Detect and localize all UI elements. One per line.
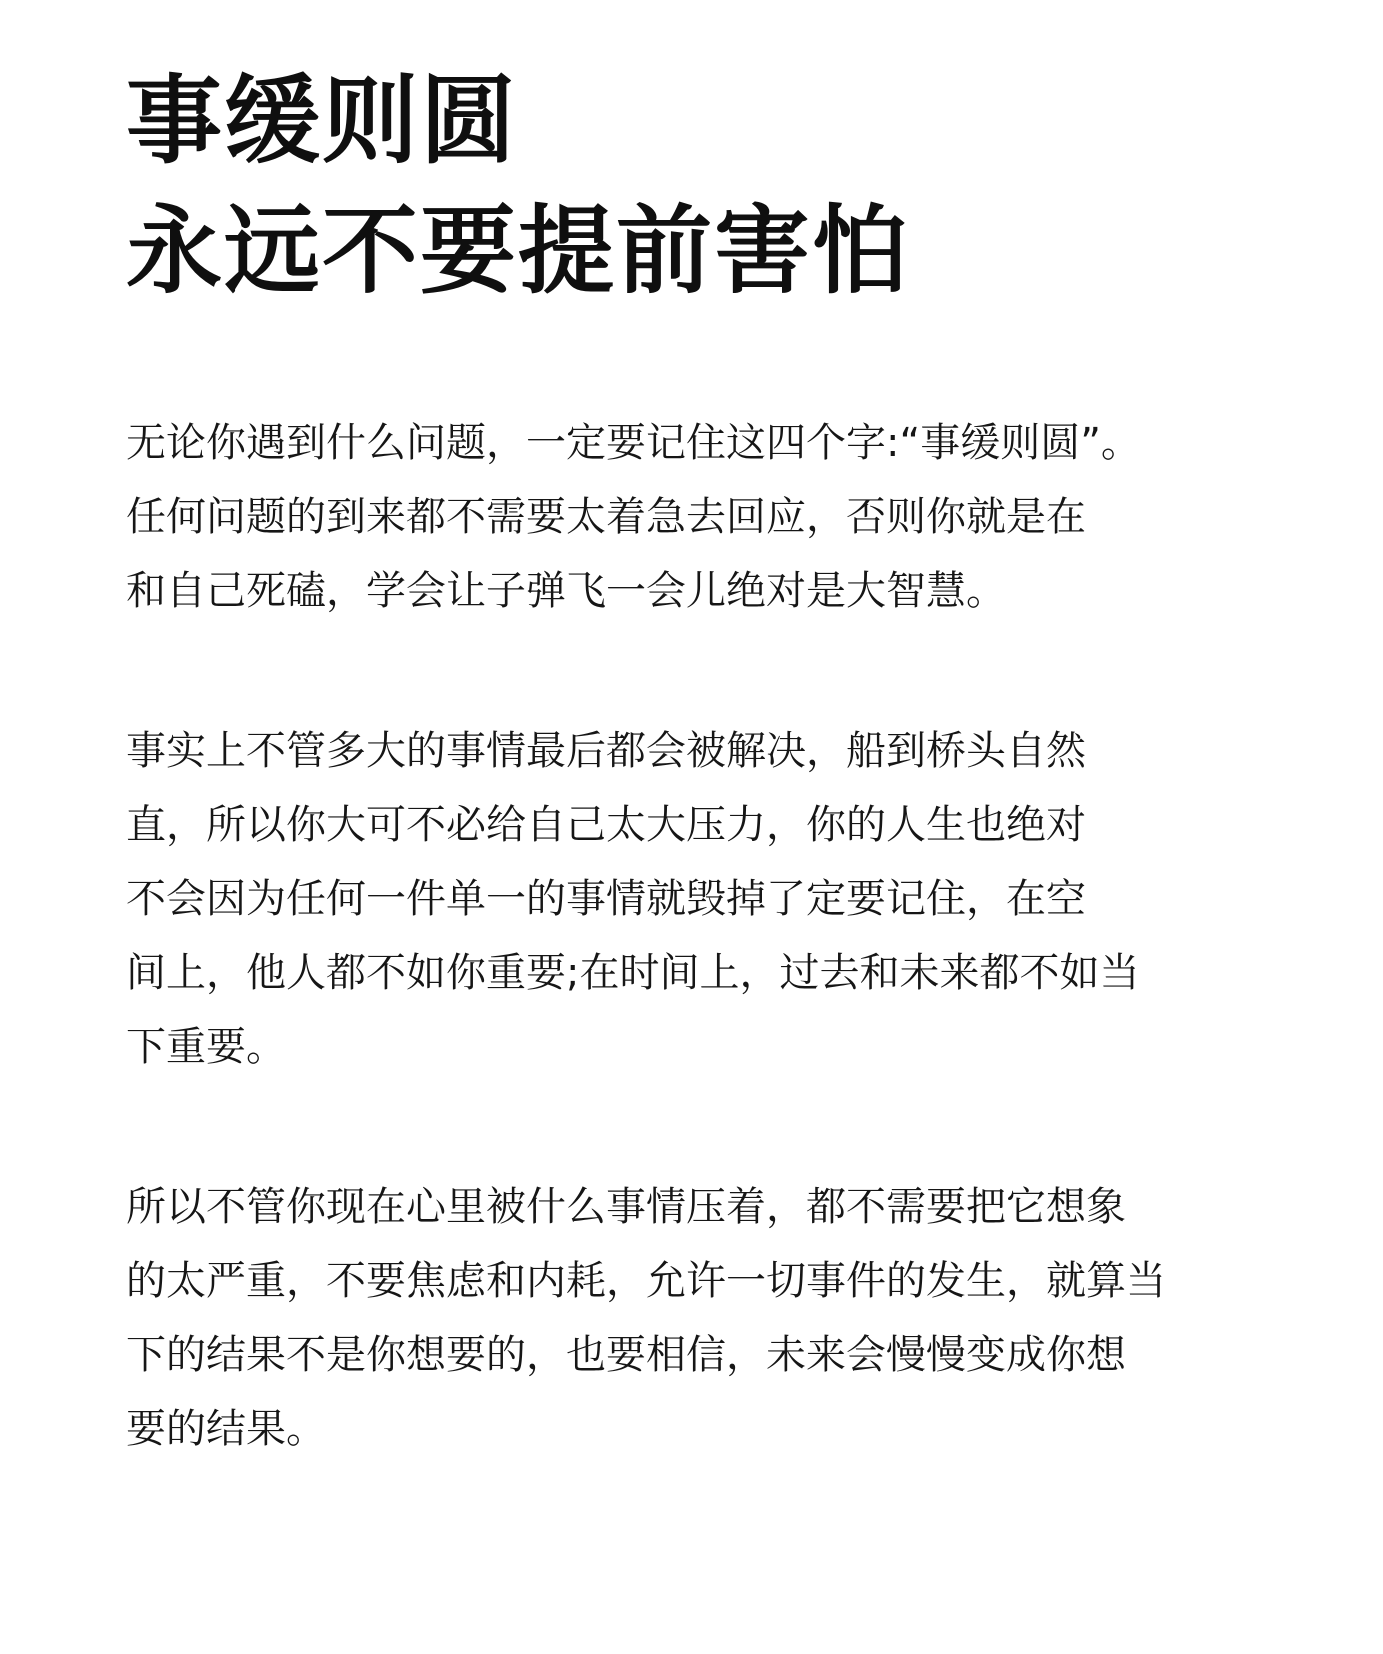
- paragraph-line: 任何问题的到来都不需要太着急去回应，否则你就是在: [126, 494, 1086, 540]
- paragraph-1: [126, 406, 1326, 628]
- paragraph-line: 间上，他人都不如你重要;在时间上，过去和未来都不如当: [126, 950, 1140, 996]
- paragraph-line: 不会因为任何一件单一的事情就毁掉了定要记住，在空: [126, 876, 1086, 922]
- title-line-1: 事缓则圆: [126, 65, 518, 177]
- paragraph-line: 和自己死磕，学会让子弹飞一会儿绝对是大智慧。: [126, 568, 1006, 614]
- paragraph-line: 下的结果不是你想要的，也要相信，未来会慢慢变成你想: [126, 1332, 1126, 1378]
- paragraph-2: [126, 714, 1326, 1084]
- paragraph-line: 下重要。: [126, 1024, 286, 1070]
- page-title: [126, 56, 1306, 316]
- paragraph-line: 的太严重，不要焦虑和内耗，允许一切事件的发生，就算当: [126, 1258, 1166, 1304]
- paragraph-3: [126, 1170, 1326, 1466]
- paragraph-line: 要的结果。: [126, 1406, 326, 1452]
- paragraph-line: 直，所以你大可不必给自己太大压力，你的人生也绝对: [126, 802, 1086, 848]
- paragraph-line: 事实上不管多大的事情最后都会被解决，船到桥头自然: [126, 728, 1086, 774]
- title-line-2: 永远不要提前害怕: [126, 195, 910, 307]
- paragraph-line: 无论你遇到什么问题，一定要记住这四个字:“事缓则圆”。: [126, 420, 1141, 466]
- paragraph-line: 所以不管你现在心里被什么事情压着，都不需要把它想象: [126, 1184, 1126, 1230]
